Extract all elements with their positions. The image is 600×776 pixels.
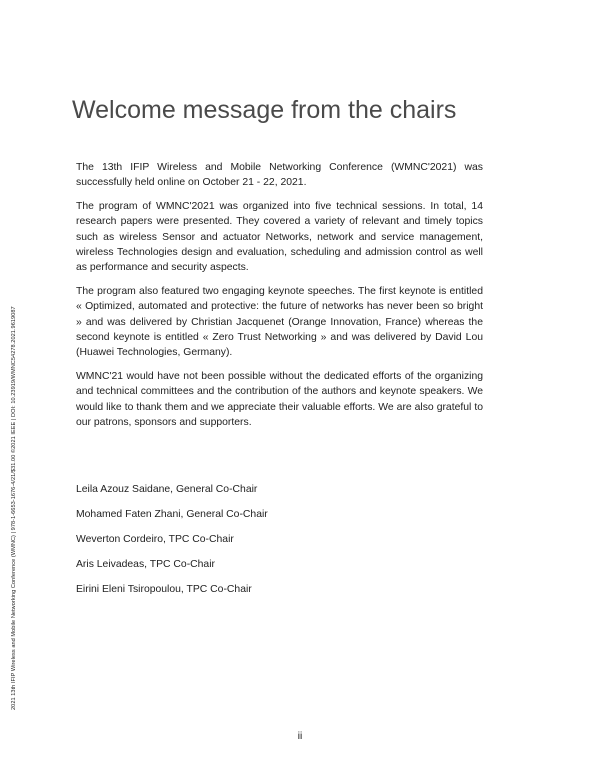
signature-general-co-chair-2: Mohamed Faten Zhani, General Co-Chair: [76, 509, 268, 520]
signature-general-co-chair-1: Leila Azouz Saidane, General Co-Chair: [76, 484, 258, 495]
paragraph-program: The program of WMNC'2021 was organized into five technical sessions. In total, 14 research papers were presented. They covered a variety of relevant and timely topics such as wireless Sensor and actuator Networks, network and service management, wireless Technologies design and evaluation, scheduling and admission control as well as performance and security aspects.: [76, 200, 483, 274]
signature-tpc-co-chair-1: Weverton Cordeiro, TPC Co-Chair: [76, 534, 234, 545]
copyright-doi-note: 2021 13th IFIP Wireless and Mobile Networking Conference (WMNC) | 978-1-6653-1676-4/21/$31.00 ©2021 IEEE | DOI: 10.23919/WMNC54278.2021.9619087: [11, 306, 17, 710]
signature-list: [76, 484, 476, 609]
signature-tpc-co-chair-2: Aris Leivadeas, TPC Co-Chair: [76, 559, 215, 570]
signature-tpc-co-chair-3: Eirini Eleni Tsiropoulou, TPC Co-Chair: [76, 584, 252, 595]
page-title: Welcome message from the chairs: [72, 96, 457, 124]
page-number: ii: [297, 731, 303, 742]
paragraph-acknowledgements: WMNC'21 would have not been possible without the dedicated efforts of the organizing and technical committees and the contribution of the authors and keynote speakers. We would like to thank them and we appreciate their valuable efforts. We are also grateful to our patrons, sponsors and supporters.: [76, 370, 483, 429]
paragraph-intro: The 13th IFIP Wireless and Mobile Networking Conference (WMNC'2021) was successfully held online on October 21 - 22, 2021.: [76, 162, 483, 189]
paragraph-keynotes: The program also featured two engaging keynote speeches. The first keynote is entitled « Optimized, automated and protective: the future of networks has never been so bright » and was delivered by Christian Jacquenet (Orange Innovation, France) whereas the second keynote is entitled « Zero Trust Networking » and was delivered by David Lou (Huawei Technologies, Germany).: [76, 285, 483, 359]
welcome-body: [76, 160, 483, 439]
